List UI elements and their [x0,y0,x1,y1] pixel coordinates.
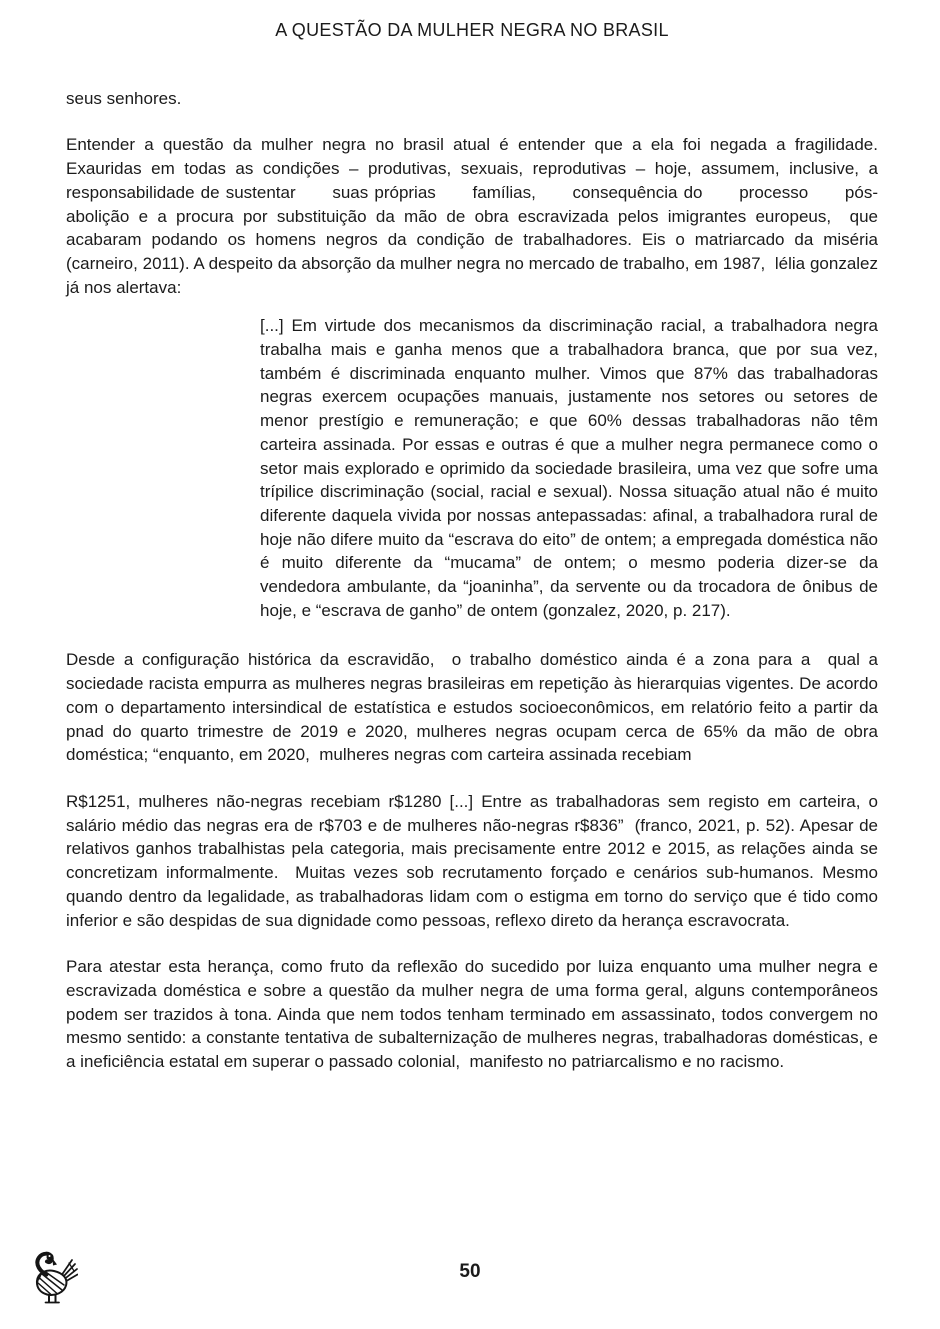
page-number: 50 [459,1261,481,1282]
paragraph-intro: Entender a questão da mulher negra no brasil atual é entender que a ela foi negada a fragilidade. Exauridas em todas as condições – produtivas, sexuais, reprodutivas – hoje, assumem, inclusive, a responsabilidade de sustentar suas próprias famílias, consequência do processo pós-abolição e a procura por substituição da mão de obra escravizada pelos imigrantes europeus, que acabaram podando os homens negros da condição de trabalhadores. Eis o matriarcado da miséria (carneiro, 2011). A despeito da absorção da mulher negra no mercado de trabalho, em 1987, lélia gonzalez já nos alertava: [66,135,883,297]
paragraph-domestic-work: Desde a configuração histórica da escravidão, o trabalho doméstico ainda é a zona para a qual a sociedade racista empurra as mulheres negras brasileiras em repetição às hierarquias vigentes. De acordo com o departamento intersindical de estatística e estudos socioeconômicos, em relatório feito a partir da pnad do quarto trimestre de 2019 e 2020, mulheres negras ocupam cerca de 65% da mão de obra doméstica; “enquanto, em 2020, mulheres negras com carteira assinada recebiam [66,650,883,765]
paragraph-wages: R$1251, mulheres não-negras recebiam r$1280 [...] Entre as trabalhadoras sem registo em carteira, o salário médio das negras era de r$703 e de mulheres não-negras r$836” (franco, 2021, p. 52). Apesar de relativos ganhos trabalhistas pela categoria, mais precisamente entre 2012 e 2015, as relações ainda se concretizam informalmente. Muitas vezes sob recrutamento forçado e cenários sub-humanos. Mesmo quando dentro da legalidade, as trabalhadoras lidam com o estigma em torno do serviço que é tido como inferior e são despidas de sua dignidade como pessoas, reflexo direto da herança escravocrata. [66,791,883,930]
paragraph-legacy: Para atestar esta herança, como fruto da reflexão do sucedido por luiza enquanto uma mulher negra e escravizada doméstica e sobre a questão da mulher negra de uma forma geral, alguns contemporâneos podem ser trazidos à tona. Ainda que nem todos tenham terminado em assassinato, todos convergem no mesmo sentido: a constante tentativa de subalternização de mulheres negras, trabalhadoras domésticas, e a ineficiência estatal em superar o passado colonial, manifesto no patriarcalismo e no racismo. [66,957,888,1072]
block-quote: [...] Em virtude dos mecanismos da discriminação racial, a trabalhadora negra trabalha mais e ganha menos que a trabalhadora branca, que por sua vez, também é discriminada enquanto mulher. Vimos que 87% das trabalhadoras negras exercem ocupações manuais, justamente nos setores ou setores de menor prestígio e remuneração; e que 60% dessas trabalhadoras não têm carteira assinada. Por essas e outras é que a mulher negra permanece como o setor mais explorado e oprimido da sociedade brasileira, uma vez que sofre uma trípilice discriminação (social, racial e sexual). Nossa situação atual não é muito diferente daquela vivida por nossas antepassadas: afinal, a trabalhadora rural de hoje não difere muito da “escrava do eito” de ontem; a empregada doméstica não é muito diferente da “mucama” de ontem; o mesmo poderia dizer-se da vendedora ambulante, da “joaninha”, da servente ou da trocadora de ônibus de hoje, e “escrava de ganho” de ontem (gonzalez, 2020, p. 217). [260,316,883,620]
paragraph-fragment: seus senhores. [66,88,182,108]
running-head-title: A QUESTÃO DA MULHER NEGRA NO BRASIL [275,20,669,40]
text-column [66,0,888,1074]
